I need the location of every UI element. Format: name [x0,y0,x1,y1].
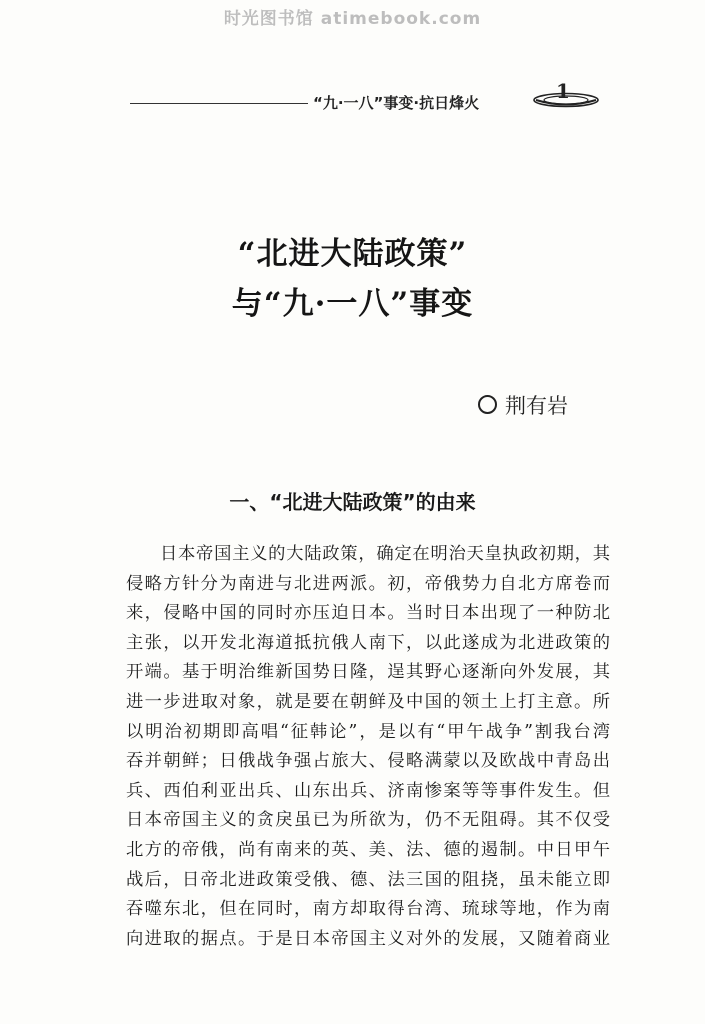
running-header-title: “九·一八”事变·抗日烽火 [313,94,480,112]
author-byline [478,390,568,420]
body-line: 主张，以开发北海道抵抗俄人南下，以此遂成为北进政策的 [126,632,610,653]
body-line: 战后，日帝北进政策受俄、德、法三国的阻挠，虽未能立即 [126,869,610,890]
article-title-line-1: “北进大陆政策” [237,236,468,272]
body-line: 吞噬东北，但在同时，南方却取得台湾、琉球等地，作为南 [126,899,610,920]
body-line: 兵、西伯利亚出兵、山东出兵、济南惨案等等事件发生。但 [126,780,610,801]
body-line: 进一步进取对象，就是要在朝鲜及中国的领土上打主意。所 [126,691,610,712]
body-line: 侵略方针分为南进与北进两派。初，帝俄势力自北方席卷而 [126,573,610,594]
body-line: 北方的帝俄，尚有南来的英、美、法、德的遏制。中日甲午 [126,839,610,860]
body-line: 日本帝国主义的大陆政策，确定在明治天皇执政初期，其 [160,544,610,564]
body-line: 来，侵略中国的同时亦压迫日本。当时日本出现了一种防北 [126,603,610,624]
running-header [130,79,600,113]
body-line: 日本帝国主义的贪戾虽已为所欲为，仍不无阻碍。其不仅受 [126,810,610,831]
circle-icon [478,395,497,414]
body-line: 吞并朝鲜；日俄战争强占旅大、侵略满蒙以及欧战中青岛出 [126,751,610,772]
header-rule [130,103,308,104]
author-name: 荆有岩 [505,394,568,418]
body-line: 以明治初期即高唱“征韩论”，是以有“甲午战争”割我台湾 [126,721,610,742]
body-line: 向进取的据点。于是日本帝国主义对外的发展，又随着商业 [126,928,610,949]
watermark: 时光图书馆 atimebook.com [223,9,482,29]
page-number: 1 [556,79,570,103]
article-title-line-2: 与“九·一八”事变 [231,286,474,322]
body-paragraph [126,540,610,954]
body-line: 开端。基于明治维新国势日隆，逞其野心逐渐向外发展，其 [126,662,610,683]
section-heading: 一、“北进大陆政策”的由来 [229,490,476,514]
